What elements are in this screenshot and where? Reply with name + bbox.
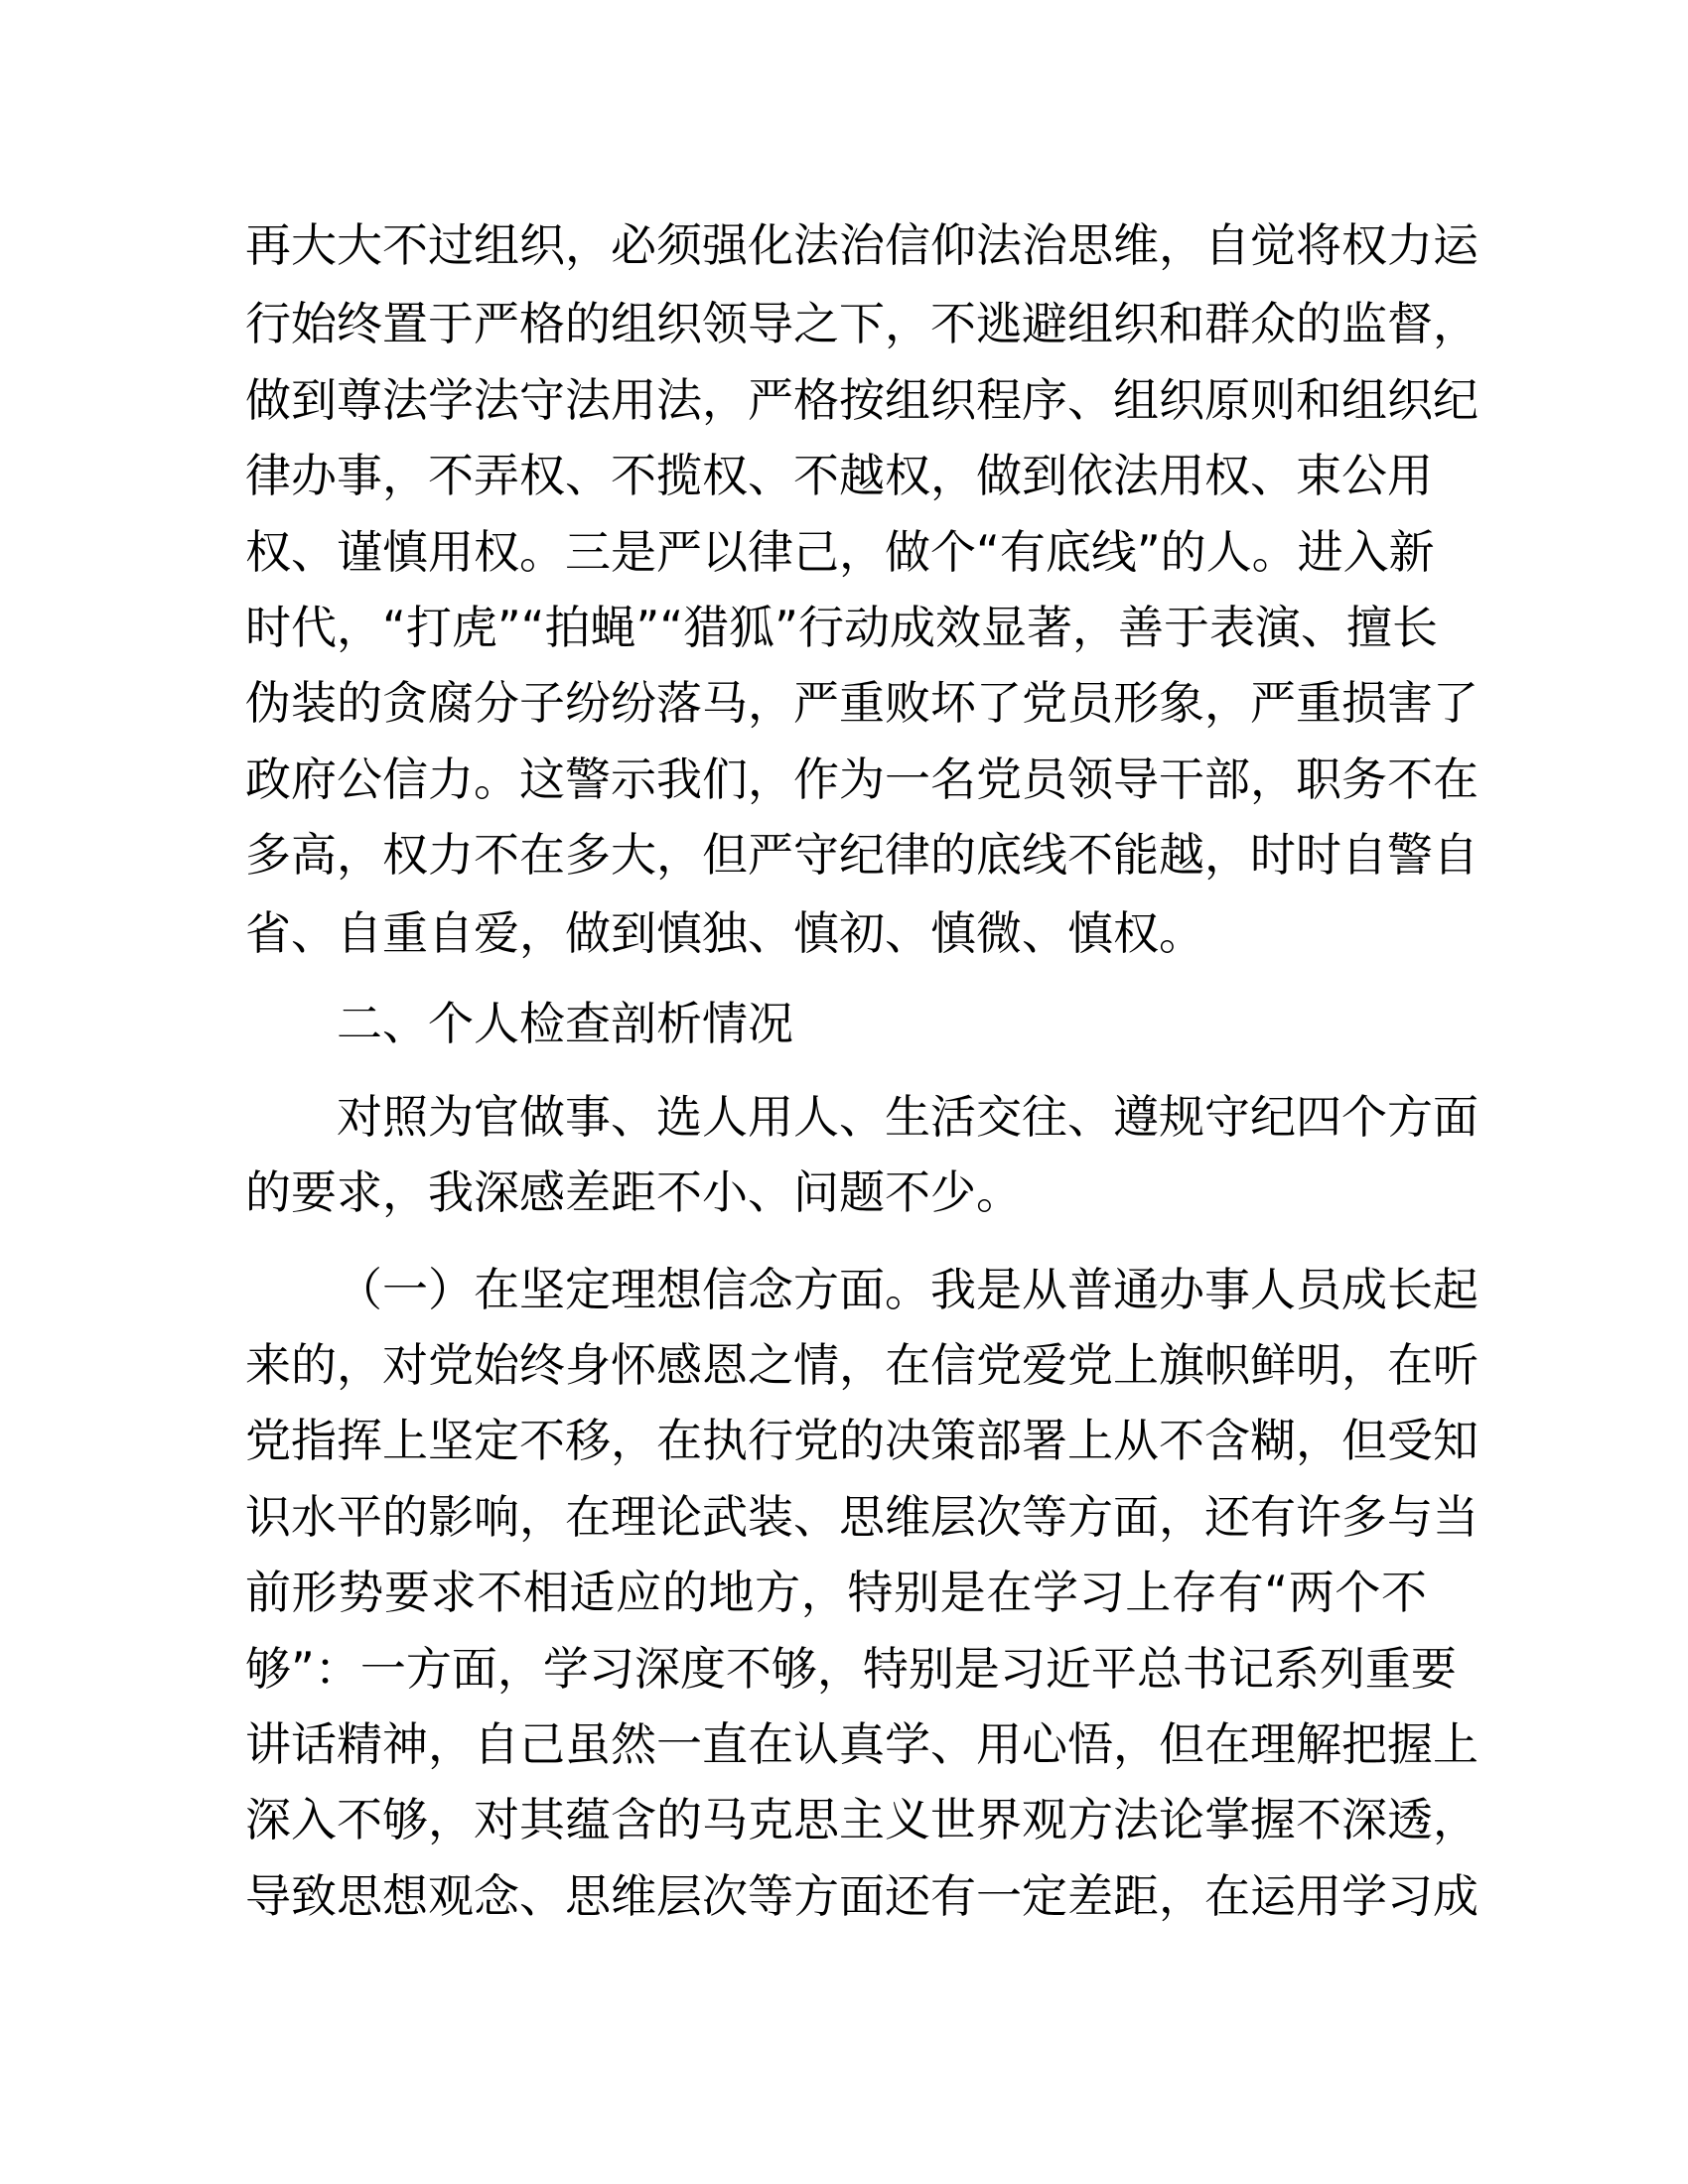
text-line: 够”：一方面，学习深度不够，特别是习近平总书记系列重要	[245, 1642, 1457, 1696]
text-line: 伪装的贪腐分子纷纷落马，严重败坏了党员形象，严重损害了	[245, 676, 1478, 730]
text-line: 识水平的影响，在理论武装、思维层次等方面，还有许多与当	[245, 1490, 1478, 1544]
text-line: 前形势要求不相适应的地方，特别是在学习上存有“两个不	[245, 1566, 1427, 1619]
text-line: 权、谨慎用权。三是严以律己，做个“有底线”的人。进入新	[245, 525, 1435, 579]
text-line: 政府公信力。这警示我们，作为一名党员领导干部，职务不在	[245, 752, 1478, 806]
section-heading: 二、个人检查剖析情况	[337, 997, 793, 1050]
text-line: 时代，“打虎”“拍蝇”“猎狐”行动成效显著，善于表演、擅长	[245, 601, 1438, 654]
text-line: 对照为官做事、选人用人、生活交往、遵规守纪四个方面	[337, 1090, 1478, 1144]
text-line: 的要求，我深感差距不小、问题不少。	[245, 1165, 1022, 1219]
text-line: 多高，权力不在多大，但严守纪律的底线不能越，时时自警自	[245, 828, 1478, 882]
text-line: 深入不够，对其蕴含的马克思主义世界观方法论掌握不深透，	[245, 1793, 1478, 1846]
text-line: 再大大不过组织，必须强化法治信仰法治思维，自觉将权力运	[245, 218, 1478, 272]
text-line: 做到尊法学法守法用法，严格按组织程序、组织原则和组织纪	[245, 373, 1478, 427]
text-line: 省、自重自爱，做到慎独、慎初、慎微、慎权。	[245, 906, 1204, 960]
text-line: 讲话精神，自己虽然一直在认真学、用心悟，但在理解把握上	[245, 1717, 1478, 1771]
text-line: 导致思想观念、思维层次等方面还有一定差距，在运用学习成	[245, 1869, 1478, 1923]
subsection-heading-line: （一）在坚定理想信念方面。我是从普通办事人员成长起	[337, 1263, 1478, 1316]
text-line: 来的，对党始终身怀感恩之情，在信党爱党上旗帜鲜明，在听	[245, 1338, 1478, 1392]
text-line: 行始终置于严格的组织领导之下，不逃避组织和群众的监督，	[245, 297, 1478, 350]
text-line: 党指挥上坚定不移，在执行党的决策部署上从不含糊，但受知	[245, 1414, 1478, 1467]
text-line: 律办事，不弄权、不揽权、不越权，做到依法用权、束公用	[245, 449, 1433, 502]
